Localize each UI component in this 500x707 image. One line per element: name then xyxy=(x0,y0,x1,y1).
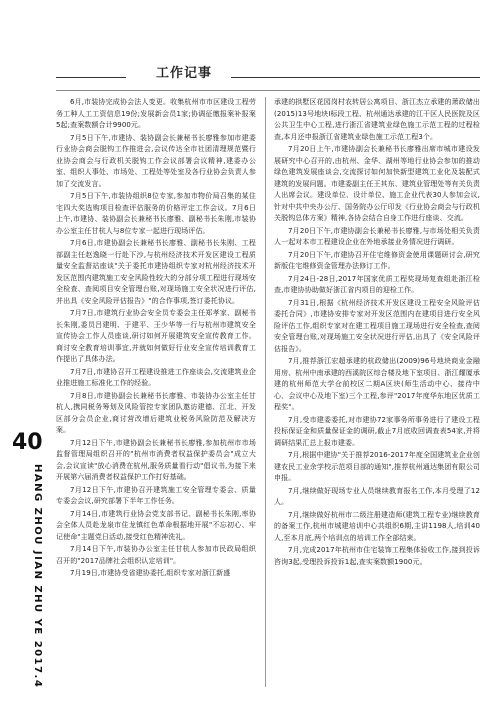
paragraph: 7月,继续做好现场专业人员继续教育报名工作,本月受理了12人。 xyxy=(274,486,480,506)
journal-name: HANG ZHOU JIAN ZHU YE 2017.4 xyxy=(32,464,43,689)
paragraph: 7月7日,市建筑行业协会安全员专委会主任郑孝家、副秘书长朱刚,委员吕建明、于建平、王少华等一行与杭州市建筑安全宣传协会工作人员座谈,研讨如何开展建筑安全宣传教育工作。商讨安全教育培训事宜,并就如何做好行业安全宣传培训教育工作提出了具体办法。 xyxy=(56,309,256,363)
paragraph: 7月12日下午,市建协召开建筑施工安全管理专委会、质量专委会会议,研究部署下半年工作任务。 xyxy=(56,485,256,505)
header-rule-left xyxy=(56,77,126,78)
right-column xyxy=(274,97,480,687)
paragraph: 7月20日上午,市建协副会长兼秘书长廖雅出席市城市建设发展研究中心召开的,由杭州、金华、湖州等地行业协会参加的推动绿色建筑发展座谈会,交流探讨如何加快新型建筑工业化及装配式建筑的发展问题。市建委副主任王其东、建筑业管理处等有关负责人出席会议。建设单位、设计单位、施工企业代表30人参加会议,针对中共中央办公厅、国务院办公厅印发《行业协会商会与行政机关脱钩总体方案》精神,各协会结合自身工作进行座谈、交流。 xyxy=(274,145,480,222)
paragraph: 6月,市装协完成协会法人变更。收集杭州市市区建设工程劳务工种人工工资信息19份;发展新会员1家;协调征缴报案补报案5起;查案数额合计9900元。 xyxy=(56,98,256,129)
paragraph: 7月31日,根据《杭州经济技术开发区建设工程安全风险评估委托合同》,市建协安排专家对开发区范围内在建项目进行安全风险评估工作,组织专家对在建工程项目施工现场进行安全检查,查阅安全管理台账,对现场施工安全状况进行评估,出具了《安全风险评估报告》。 xyxy=(274,298,480,353)
section-title: 工作记事 xyxy=(156,66,213,81)
paragraph: 7月20日下午,市建协副会长兼秘书长廖雅,与市场处相关负责人一起对本市工程建设企业在外地承接业务情况进行调研。 xyxy=(274,226,480,246)
left-column xyxy=(56,97,256,687)
paragraph: 7月,推荐浙江宏超承建的杭政储出(2009)96号地块商业金融用房、杭州中南承建的西溪院区综合楼及地下室项目、浙江耀厦承建的杭州师范大学仓前校区二期A区块(师生活动中心、接待中心、会议中心及地下室)三个工程,参评"2017年度华东地区优质工程奖"。 xyxy=(274,357,480,411)
paragraph: 7月,继续做好杭州市二级注册建造师(建筑工程专业)继续教育的备案工作,杭州市城建培训中心共组织6期,主讲1198人,培训40人,至本月底,两个培训点的培训工作全部结束。 xyxy=(274,510,480,542)
paragraph: 7月,受市建委委托,对市建协72家事务所事务进行了建设工程投标保证金和质量保证金的调研,截止7月底收回调查表54家,并将调研结果汇总上报市建委。 xyxy=(274,415,480,447)
paragraph: 7月6日,市建协副会长兼秘书长廖雅、副秘书长朱刚、工程部副主任赵逸晓一行赴下沙,与杭州经济技术开发区建设工程质量安全监督站座谈"关于委托市建协组织专家对杭州经济技术开发区范围内建筑施工安全风险性较大的分部分项工程进行现场安全检查、查阅项目安全管理台账,对现场施工安全状况进行评估,并出具《安全风险评估报告》"的合作事项,签订委托协议。 xyxy=(56,239,256,305)
paragraph: 7月24日-28日,2017年国家优质工程奖现场复查组赴浙江检查,市建协协助做好浙江省内项目的迎检工作。 xyxy=(274,274,480,294)
paragraph: 7月5日下午,市装协组织8位专家,参加市物价局召集的某住宅四大奖选购项目检查评估服务的价格评定工作会议。7月6日上午,市建协、装协副会长兼秘书长廖雅、副秘书长朱刚,市装协办公室主任甘杭人与8位专家一起进行现场评估。 xyxy=(56,192,256,235)
page-header xyxy=(56,60,480,82)
column-divider xyxy=(265,97,266,687)
paragraph: 7月20日下午,市建协召开住宅维修资金使用课题研讨会,研究新版住宅维修资金管理办法修订工作。 xyxy=(274,250,480,270)
paragraph: 7月5日下午,市建协、装协副会长兼秘书长廖雅参加市建委行业协会商会脱钩工作推进会,会议传达全市社团清理规范暨行业协会商会与行政机关脱钩工作会议部署会议精神,建委办公室、组织人事处、市场处、工程处等处室及各行业协会负责人参加了交流发言。 xyxy=(56,133,256,188)
paragraph: 7月12日下午,市建协副会长兼秘书长廖雅,参加杭州市市场监督管理局组织召开的"杭州市消费者权益保护委员会"成立大会,会议宣读"放心消费在杭州,服务质量看行动"倡议书,为接下来开展第六届消费者权益保护工作打好基础。 xyxy=(56,438,256,481)
header-rule-right xyxy=(231,77,480,78)
paragraph: 7月7日,市建协召开工程建设推进工作座谈会,交流建筑业企业推进施工标准化工作的经验。 xyxy=(56,367,256,387)
paragraph: 7月8日,市建协副会长兼秘书长廖雅、市装协办公室主任甘杭人,携同税务筹划及风险管控专家团队邀访建德、江北、开发区部分会员企业,商讨营改增后建筑业税务风险防范及解决方案。 xyxy=(56,391,256,434)
paragraph: 7月19日,市建协受省建协委托,组织专家对浙江新盛 xyxy=(70,569,231,577)
paragraph: 7月,根据中建协"关于推荐2016-2017年度全国建筑业企业创建农民工业余学校示范项目部的通知",推荐杭州通达集团有限公司申报。 xyxy=(274,451,480,482)
paragraph: 7月14日,市建筑行业协会党支部书记、副秘书长朱刚,率协会全体人员赴龙泉市住龙镇红色革命根据地开展"不忘初心、牢记使命"主题党日活动,接受红色精神洗礼。 xyxy=(56,509,256,541)
page-number: 40 xyxy=(12,430,43,455)
paragraph: 7月14日下午,市装协办公室主任甘杭人参加市民政局组织召开的"2017品牌社会组织认定培训"。 xyxy=(56,545,256,565)
page-sidebar xyxy=(12,430,43,707)
article-body xyxy=(56,90,480,690)
paragraph: 承建的拱墅区花园岗村农转居公寓项目、浙江杰立承建的萧政储出(2015)13号地块I标段工程、杭州通达承建的江干区人民医院及区公共卫生中心工程,进行浙江省建筑业绿色施工示范工程的过程检查,本月还申报浙江省建筑业绿色施工示范工程3个。 xyxy=(274,98,480,141)
paragraph: 7月,完成2017年杭州市住宅装饰工程集体验收工作,接到投诉咨询3起,受理投诉投诉1起,查实案数额1900元。 xyxy=(274,546,480,566)
